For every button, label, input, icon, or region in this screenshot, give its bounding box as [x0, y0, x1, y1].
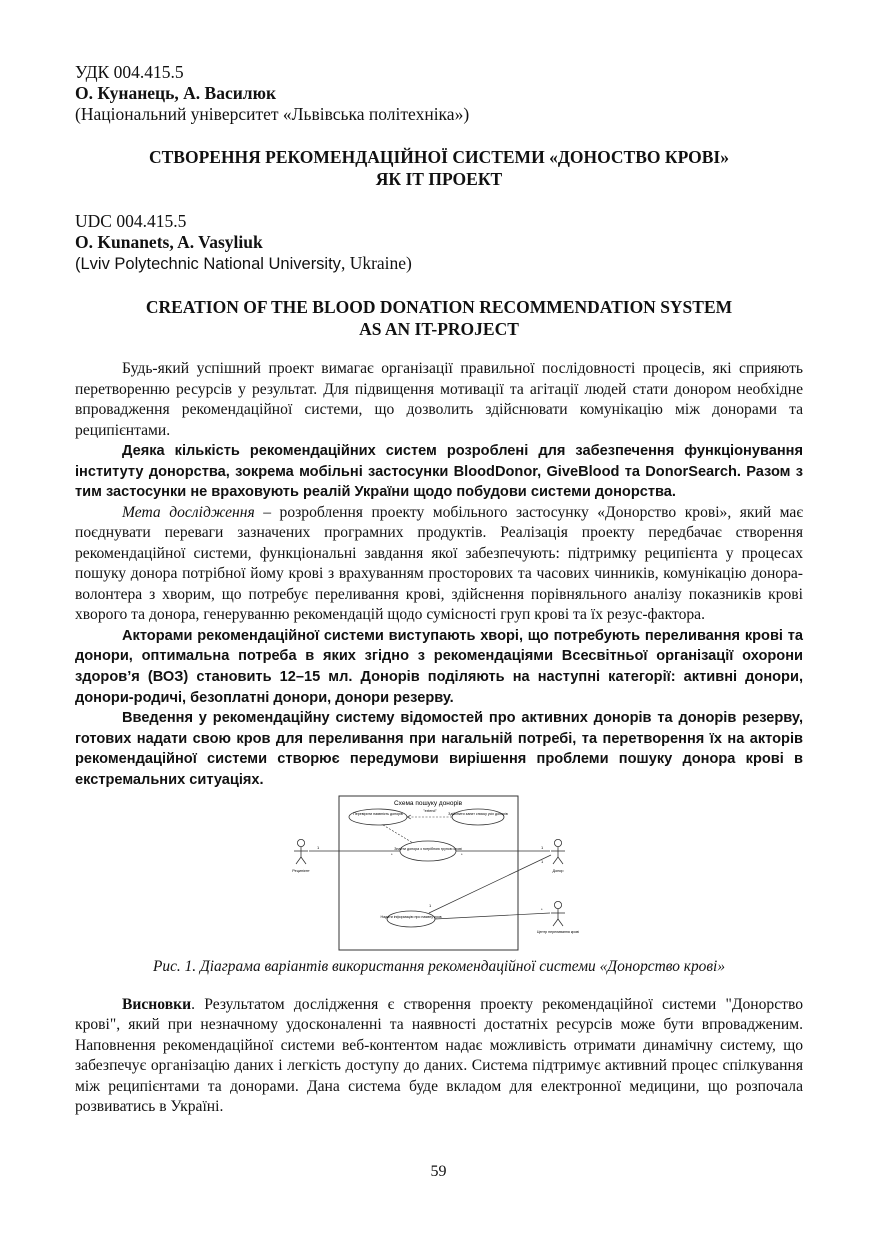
paragraph-intro: Будь-який успішний проект вимагає організації правильної послідовності процесів, які сприяють перетворенню ресурсів у результат. Для підвищення мотивації та агітації людей стати донором необхідне впровадження рекомендаційної системи, що дозволить здійснювати комунікацію між донорами та реципієнтами. [75, 360, 803, 439]
mult-center-star: * [541, 906, 543, 912]
affiliation-ua: (Національний університет «Львівська політехніка») [75, 104, 470, 124]
affiliation-en-university: (Lviv Polytechnic National University [75, 255, 341, 273]
mult-donor-1: 1 [541, 844, 544, 850]
system-title: Схема пошуку донорів [393, 799, 463, 807]
usecase-check-availability-label: Перевірити наявність донорів [353, 811, 403, 816]
usecase-request-list-label: Здійснити запит списку усіх донорів [448, 811, 508, 816]
use-case-diagram [75, 793, 803, 953]
mult-find-star-right: * [461, 851, 463, 857]
paragraph-goal [75, 503, 803, 626]
goal-label: Мета дослідження [122, 503, 255, 521]
paragraph-conclusion [75, 995, 803, 1118]
paragraph-existing-systems: Деяка кількість рекомендаційних систем розроблені для забезпечення функціонування інституту донорства, зокрема мобільні застосунки BloodDonor, GiveBlood та DonorSearch. Разом з тим застосунки не враховують реалій України щодо побудови системи донорства. [75, 443, 803, 501]
title-en-line1: CREATION OF THE BLOOD DONATION RECOMMENDATION SYSTEM [145, 297, 733, 317]
actor-blood-center-label: Центр переливання крові [536, 929, 580, 934]
actor-blood-center [551, 901, 565, 926]
mult-info-1: 1 [429, 902, 432, 908]
conclusion-label: Висновки [122, 995, 192, 1013]
mult-find-star-left: * [391, 851, 393, 857]
usecase-find-donor-label: Знайти донора з потрібною групою крові [394, 846, 462, 851]
conclusion-text: . Результатом дослідження є створення проекту рекомендаційної системи "Донорство крові", який при незначному удосконаленні та наявності достатніх ресурсів може бути впровадженим. Наповнення рекомендаційної системи веб-контентом надає можливість отримати динамічну систему, що забезпечує організацію даних і легкість доступу до даних. Система підтримує активний процес спілкування між реципієнтами та донорами. Дана система буде вкладом для електронної медицини, що розпочала розвиватись в Україні. [75, 995, 803, 1116]
diagram-svg [283, 793, 593, 953]
authors-en: O. Kunanets, A. Vasyliuk [75, 232, 263, 252]
usecase-provide-info-label: Надати інформацію про наявну кров [380, 914, 442, 919]
paragraph-introduction-of-data: Введення у рекомендаційну систему відомостей про активних донорів та донорів резерву, готових надати свою кров для переливання при нагальній потребі, та перетворення їх на акторів рекомендаційної системи створює передумови вирішення проблеми пошуку донора крові в екстремальних ситуаціях. [75, 710, 803, 788]
figure-caption: Рис. 1. Діаграма варіантів використання рекомендаційної системи «Донорство крові» [152, 957, 726, 975]
actor-recipient-label: Реципієнт [292, 868, 310, 873]
mult-donor-1-lower: 1 [541, 858, 544, 864]
page-number: 59 [430, 1163, 447, 1180]
udc-en: UDC 004.415.5 [75, 211, 187, 231]
affiliation-en-country: , Ukraine) [340, 253, 412, 273]
affiliation-en [75, 253, 803, 275]
paper-page [75, 62, 803, 1118]
actor-donor-label: Донор [552, 868, 564, 873]
goal-text: – розроблення проекту мобільного застосунку «Донорство крові», який має поєднувати переваги зазначених програмних продуктів. Реалізація проекту передбачає створення рекомендаційної системи, функціональні завдання якої забезпечують: підтримку реципієнта у процесах пошуку донора потрібної йому крові з врахуванням просторових та часових чинників, комунікацію донора-волонтера з хворим, що потребує переливання крові, здійснення порівняльного аналізу показників крові хворого та донора, генеруванню рекомендацій щодо сумісності груп крові та їх резус-фактора. [75, 503, 804, 624]
title-ua-line2: ЯК ІТ ПРОЕКТ [375, 169, 503, 189]
usecase-find-donor [400, 841, 456, 861]
actor-recipient [294, 839, 308, 864]
mult-recipient-1: 1 [317, 844, 320, 850]
extend-label: "extend" [423, 808, 437, 813]
paragraph-actors: Акторами рекомендаційної системи виступають хворі, що потребують переливання крові та донори, оптимальна потреба в яких згідно з рекомендаціями Всесвітньої організації охорони здоров’я (ВОЗ) становить 12–15 мл. Донорів поділяють на наступні категорії: активні донори, донори-родичі, безоплатні донори, донори резерву. [75, 627, 803, 706]
title-ua-line1: СТВОРЕННЯ РЕКОМЕНДАЦІЙНОЇ СИСТЕМИ «ДОНОСТВО КРОВІ» [148, 147, 729, 167]
title-en-line2: AS AN IT-PROJECT [359, 319, 519, 339]
authors-ua: О. Кунанець, А. Василюк [75, 83, 277, 103]
usecase-provide-info [387, 911, 435, 927]
udc-ua: УДК 004.415.5 [75, 62, 184, 82]
actor-donor [551, 839, 565, 864]
